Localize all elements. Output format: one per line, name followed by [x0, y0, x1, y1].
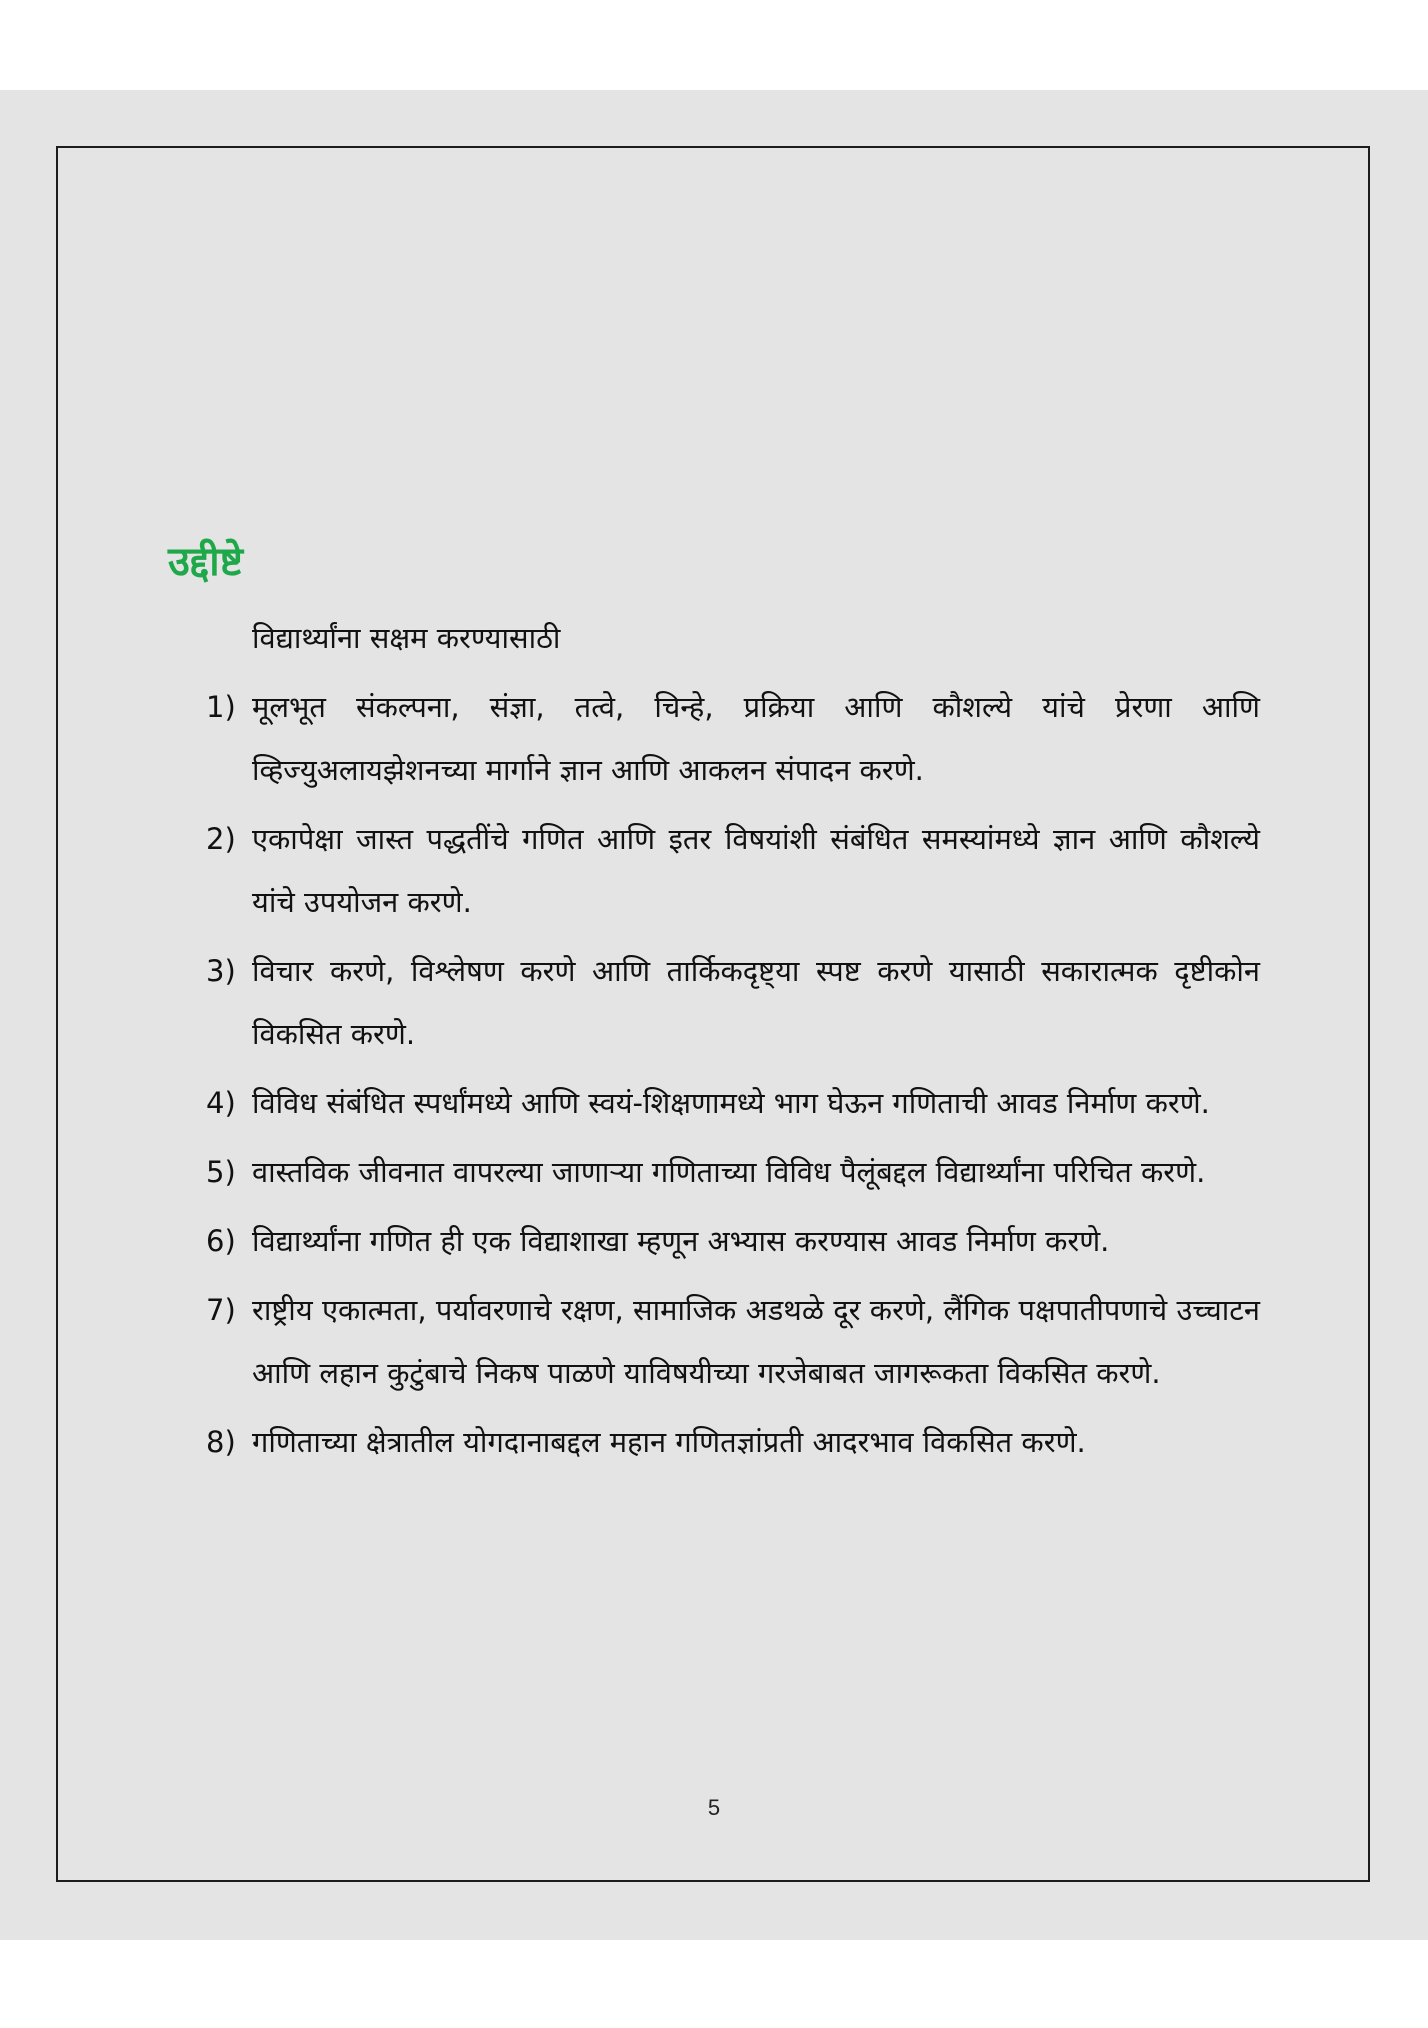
objective-number: 4)	[206, 1086, 236, 1120]
intro-text: विद्यार्थ्यांना सक्षम करण्यासाठी	[252, 621, 561, 655]
objective-item	[206, 940, 1260, 1066]
objective-number: 3)	[206, 954, 236, 988]
objective-item	[206, 1279, 1260, 1405]
objective-number: 6)	[206, 1224, 236, 1258]
objective-text: गणिताच्या क्षेत्रातील योगदानाबद्दल महान गणितज्ञांप्रती आदरभाव विकसित करणे.	[252, 1425, 1086, 1459]
objective-number: 1)	[206, 690, 236, 724]
page-number: 5	[707, 1795, 721, 1820]
objective-text: विचार करणे, विश्लेषण करणे आणि तार्किकदृष्ट्या स्पष्ट करणे यासाठी सकारात्मक दृष्टीकोन विकसित करणे.	[252, 954, 1260, 1051]
objective-text: एकापेक्षा जास्त पद्धतींचे गणित आणि इतर विषयांशी संबंधित समस्यांमध्ये ज्ञान आणि कौशल्ये यांचे उपयोजन करणे.	[252, 822, 1260, 919]
objective-text: विद्यार्थ्यांना गणित ही एक विद्याशाखा म्हणून अभ्यास करण्यास आवड निर्माण करणे.	[252, 1224, 1110, 1258]
objective-text: राष्ट्रीय एकात्मता, पर्यावरणाचे रक्षण, सामाजिक अडथळे दूर करणे, लैंगिक पक्षपातीपणाचे उच्चाटन आणि लहान कुटुंबाचे निकष पाळणे याविषयीच्या गरजेबाबत जागरूकता विकसित करणे.	[252, 1293, 1260, 1390]
section-heading: उद्दीष्टे	[168, 539, 243, 585]
objective-text: वास्तविक जीवनात वापरल्या जाणाऱ्या गणिताच्या विविध पैलूंबद्दल विद्यार्थ्यांना परिचित करणे.	[252, 1155, 1206, 1189]
objective-item	[206, 1411, 1260, 1474]
objective-number: 8)	[206, 1425, 236, 1459]
objective-item	[206, 676, 1260, 802]
objective-number: 5)	[206, 1155, 236, 1189]
objective-text: विविध संबंधित स्पर्धांमध्ये आणि स्वयं-शिक्षणामध्ये भाग घेऊन गणिताची आवड निर्माण करणे.	[252, 1086, 1210, 1120]
objective-item	[206, 808, 1260, 934]
objective-item	[206, 1210, 1260, 1273]
objective-item	[206, 1141, 1260, 1204]
objective-number: 2)	[206, 822, 236, 856]
objective-item	[206, 1072, 1260, 1135]
objective-number: 7)	[206, 1293, 236, 1327]
objective-text: मूलभूत संकल्पना, संज्ञा, तत्वे, चिन्हे, प्रक्रिया आणि कौशल्ये यांचे प्रेरणा आणि व्हिज्युअलायझेशनच्या मार्गाने ज्ञान आणि आकलन संपादन करणे.	[252, 690, 1260, 787]
objectives-list	[206, 676, 1260, 1480]
